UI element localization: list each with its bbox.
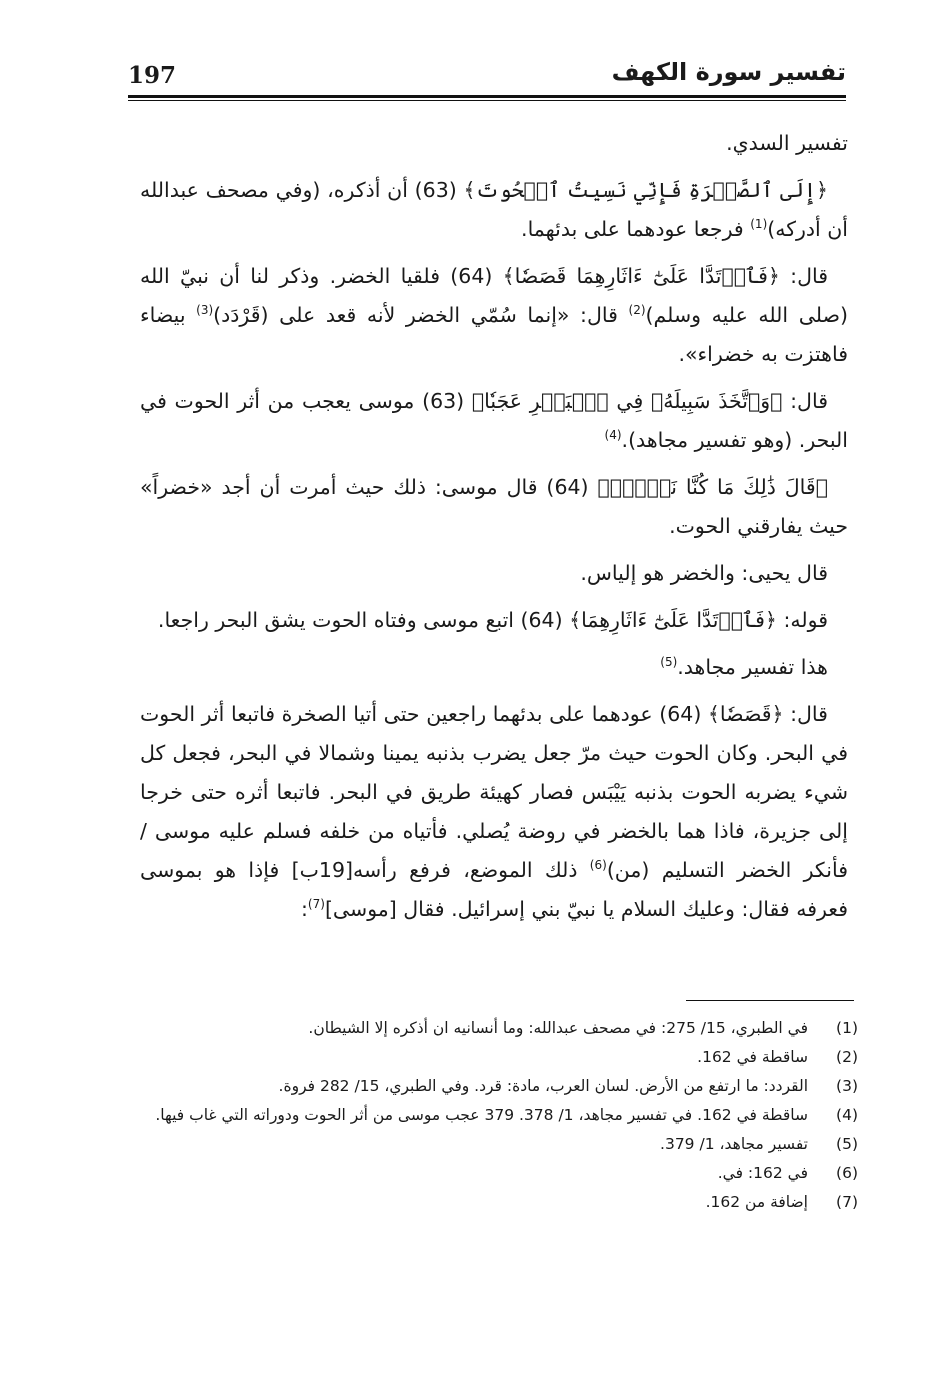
footnote-text: ساقطة في 162. في تفسير مجاهد، 1/ 378. 379 عجب موسى من أثر الحوت ودوراته التي غاب فيها.	[155, 1106, 808, 1124]
text-run: قال:	[783, 702, 828, 726]
text-run: بيضاء فاهتزت به خضراء».	[140, 303, 848, 366]
footnote-number: (2)	[836, 1048, 858, 1066]
text-run: قوله:	[776, 608, 828, 632]
page-header	[128, 58, 846, 92]
running-title: تفسير سورة الكهف	[611, 58, 846, 86]
text-run: (64) قال موسى: ذلك حيث أمرت أن أجد «خضراً» حيث يفارقني الحوت.	[140, 475, 848, 538]
text-run: قال:	[779, 264, 829, 288]
text-run: هذا تفسير مجاهد.	[677, 655, 828, 679]
text-run: قال: «إنما سُمّي الخضر لأنه قعد على (قَرْدَد)	[213, 303, 629, 327]
footnote-number: (6)	[836, 1164, 858, 1182]
text-run: قال:	[782, 389, 828, 413]
text-run: (63) أن أذكره، (وفي مصحف عبدالله أن أدركه)	[140, 178, 848, 241]
footnote-number: (4)	[836, 1106, 858, 1124]
main-text	[140, 124, 848, 937]
footnote	[140, 1043, 858, 1072]
footnote-reference: (1)	[750, 217, 768, 232]
footnote	[140, 1101, 858, 1130]
text-run: (63) موسى يعجب من أثر الحوت في البحر. (وهو تفسير مجاهد).	[140, 389, 848, 452]
footnote	[140, 1188, 858, 1217]
footnote-reference: (2)	[628, 303, 646, 318]
footnote	[140, 1159, 858, 1188]
footnote-text: إضافة من 162.	[705, 1193, 808, 1211]
quran-quote: ﴿قَصَصٗا﴾	[707, 702, 784, 726]
paragraph	[140, 468, 848, 546]
paragraph	[140, 124, 848, 163]
footnote-reference: (7)	[307, 897, 325, 912]
footnote-text: في 162: في.	[717, 1164, 808, 1182]
paragraph	[140, 382, 848, 460]
footnote-number: (5)	[836, 1135, 858, 1153]
paragraph	[140, 648, 848, 687]
footnote-number: (1)	[836, 1019, 858, 1037]
text-run: فرجعا عودهما على بدئهما.	[521, 217, 751, 241]
paragraph	[140, 601, 848, 640]
text-run: (64) فلقيا الخضر. وذكر لنا أن نبيّ الله (صلى الله عليه وسلم)	[140, 264, 848, 327]
paragraph	[140, 695, 848, 929]
footnote-reference: (5)	[660, 655, 678, 670]
footnote	[140, 1014, 858, 1043]
quran-quote: ﴿فَٱرۡتَدَّا عَلَىٰٓ ءَاثَارِهِمَا﴾	[569, 608, 777, 632]
text-run: قال يحيى: والخضر هو إلياس.	[580, 561, 828, 585]
footnote-number: (7)	[836, 1193, 858, 1211]
quran-quote: ﴿إِلَى ٱلصَّخۡرَةِ فَإِنِّي نَسِيتُ ٱلۡحُوتَ﴾	[463, 178, 828, 202]
footnote-text: ساقطة في 162.	[697, 1048, 808, 1066]
quran-quote: ﴿فَٱرۡتَدَّا عَلَىٰٓ ءَاثَارِهِمَا قَصَصٗا﴾	[502, 264, 780, 288]
page-number: 197	[128, 62, 177, 89]
footnote-reference: (3)	[196, 303, 214, 318]
footnotes	[140, 1014, 858, 1217]
text-run: :	[301, 897, 308, 921]
footnote	[140, 1072, 858, 1101]
text-run: (64) عودهما على بدئهما راجعين حتى أتيا الصخرة فاتبعا أثر الحوت في البحر. وكان الحوت حيث مرّ جعل يضرب بذنبه يمينا وشمالا في البحر، فجعل كل شيء يضربه الحوت بذنبه يَيْبَس فصار كهيئة طريق في البحر. فاتبعا أثره حتى خرجا إلى جزيرة، فاذا هما بالخضر في روضة يُصلي. فأتياه من خلفه فسلم عليه موسى / فأنكر الخضر التسليم (من)	[140, 702, 848, 882]
footnote-text: في الطبري، 15/ 275: في مصحف عبدالله: وما أنسانيه ان أذكره إلا الشيطان.	[308, 1019, 808, 1037]
text-run: (64) اتبع موسى وفتاه الحوت يشق البحر راجعا.	[157, 608, 570, 632]
footnote-reference: (4)	[604, 428, 622, 443]
quran-quote: ﴿قَالَ ذَٰلِكَ مَا كُنَّا نَبۡغِۚ﴾	[597, 475, 829, 499]
header-rule-thin	[128, 100, 846, 101]
footnote-number: (3)	[836, 1077, 858, 1095]
paragraph	[140, 257, 848, 374]
footnote-text: القردد: ما ارتفع من الأرض. لسان العرب، مادة: قرد. وفي الطبري، 15/ 282 فروة.	[278, 1077, 808, 1095]
footnote-text: تفسير مجاهد، 1/ 379.	[660, 1135, 808, 1153]
text-run: ذلك الموضع، فرفع رأسه[19ب] فإذا هو بموسى فعرفه فقال: وعليك السلام يا نبيّ بني إسرائيل. فقال [موسى]	[140, 858, 848, 921]
footnote	[140, 1130, 858, 1159]
paragraph	[140, 554, 848, 593]
quran-quote: ﴿وَٱتَّخَذَ سَبِيلَهُۥ فِي ٱلۡبَحۡرِ عَجَبٗا﴾	[471, 389, 783, 413]
paragraph	[140, 171, 848, 249]
footnote-reference: (6)	[589, 858, 607, 873]
text-run: تفسير السدي.	[726, 131, 848, 155]
footnote-separator	[686, 1000, 854, 1001]
header-rule	[128, 95, 846, 98]
